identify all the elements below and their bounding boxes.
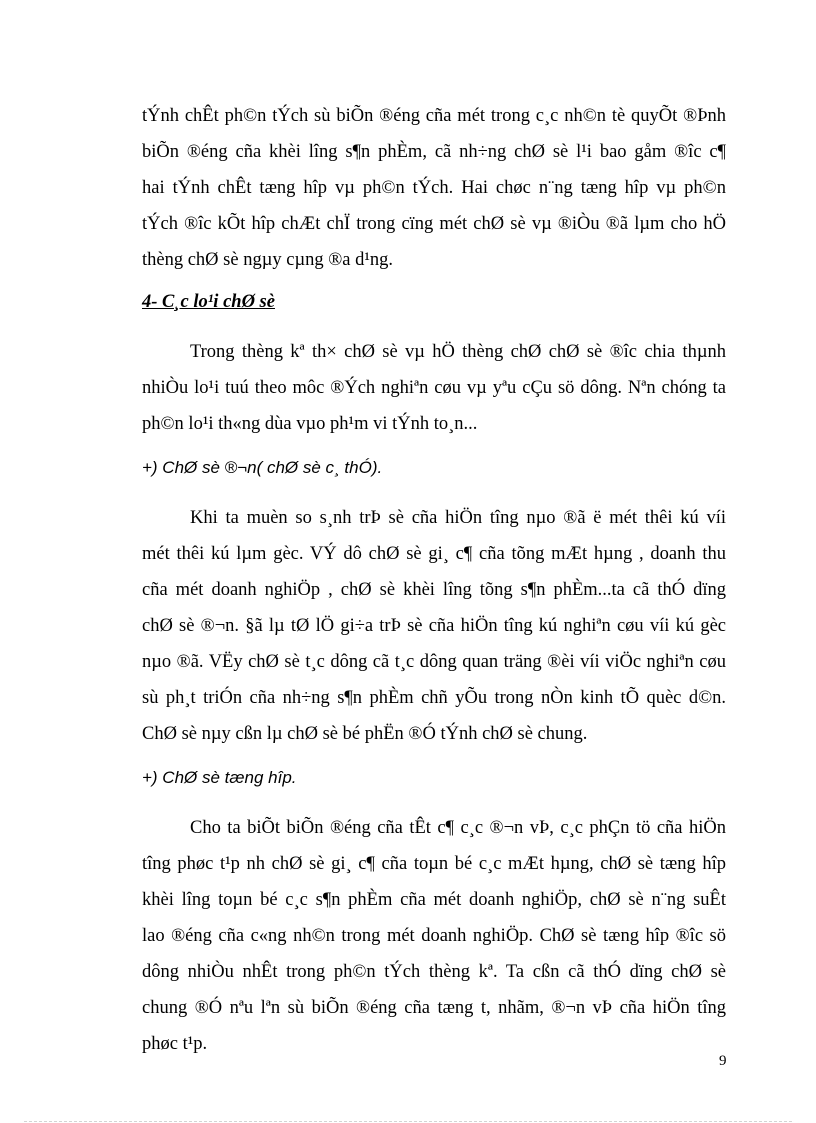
subheading-composite-index: +) ChØ sè tæng hîp. <box>142 768 297 787</box>
text-line: tîng phøc t¹p nh chØ sè gi¸ c¶ cña toµn bé c¸c mÆt hµng, chØ sè tæng hîp <box>142 854 726 874</box>
page-number: 9 <box>719 1053 727 1069</box>
text-line: cña mét doanh nghiÖp , chØ sè khèi lîng tõng s¶n phÈm...ta cã thÓ dïng <box>142 580 726 600</box>
subheading-single-index: +) ChØ sè ®¬n( chØ sè c¸ thÓ). <box>142 458 383 477</box>
body-text <box>142 98 726 1068</box>
text-line: biÕn ®éng cña khèi lîng s¶n phÈm, cã nh÷ng chØ sè l¹i bao gåm ®îc c¶ <box>142 142 726 162</box>
text-line: mét thêi kú lµm gèc. VÝ dô chØ sè gi¸ c¶ cña tõng mÆt hµng , doanh thu <box>142 544 726 564</box>
text-line: ph©n lo¹i th«ng dùa vµo ph¹m vi tÝnh to¸n... <box>142 414 478 434</box>
text-line: nhiÒu lo¹i tuú theo môc ®Ých nghiªn cøu vµ yªu cÇu sö dông. Nªn chóng ta <box>142 378 726 398</box>
text-line: tÝch ®îc kÕt hîp chÆt chÏ trong cïng mét chØ sè vµ ®iÒu ®ã lµm cho hÖ <box>142 214 726 234</box>
text-line: nµo ®ã. VËy chØ sè t¸c dông cã t¸c dông quan träng ®èi víi viÖc nghiªn cøu <box>142 652 726 672</box>
text-line: thèng chØ sè ngµy cµng ®a d¹ng. <box>142 250 394 270</box>
text-line: sù ph¸t triÓn cña nh÷ng s¶n phÈm chñ yÕu trong nÒn kinh tÕ quèc d©n. <box>142 688 726 708</box>
paragraph-intro <box>142 98 726 278</box>
text-line: Trong thèng kª th× chØ sè vµ hÖ thèng chØ chØ sè ®îc chia thµnh <box>190 342 726 362</box>
text-line: khèi lîng toµn bé c¸c s¶n phÈm cña mét doanh nghiÖp, chØ sè n¨ng suÊt <box>142 890 726 910</box>
text-line: lao ®éng cña c«ng nh©n trong mét doanh nghiÖp. ChØ sè tæng hîp ®îc sö <box>142 926 726 946</box>
paragraph-types <box>142 334 726 442</box>
text-line: Khi ta muèn so s¸nh trÞ sè cña hiÖn tîng nµo ®ã ë mét thêi kú víi <box>190 508 726 528</box>
text-line: Cho ta biÕt biÕn ®éng cña tÊt c¶ c¸c ®¬n vÞ, c¸c phÇn tö cña hiÖn <box>190 818 726 838</box>
paragraph-single-index <box>142 500 726 752</box>
text-line: ChØ sè nµy cßn lµ chØ sè bé phËn ®Ó tÝnh chØ sè chung. <box>142 724 588 744</box>
paragraph-composite-index <box>142 810 726 1062</box>
text-line: chung ®Ó nªu lªn sù biÕn ®éng cña tæng t, nhãm, ®¬n vÞ cña hiÖn tîng <box>142 998 726 1018</box>
text-line: hai tÝnh chÊt tæng hîp vµ ph©n tÝch. Hai chøc n¨ng tæng hîp vµ ph©n <box>142 178 726 198</box>
text-line: tÝnh chÊt ph©n tÝch sù biÕn ®éng cña mét trong c¸c nh©n tè quyÕt ®Þnh <box>142 106 726 126</box>
text-line: dông nhiÒu nhÊt trong ph©n tÝch thèng kª. Ta cßn cã thÓ dïng chØ sè <box>142 962 726 982</box>
page-bottom-rule <box>24 1121 792 1122</box>
text-line: phøc t¹p. <box>142 1034 208 1054</box>
text-line: chØ sè ®¬n. §ã lµ tØ lÖ gi÷a trÞ sè cña hiÖn tîng kú nghiªn cøu víi kú gèc <box>142 616 726 636</box>
section-heading: 4- C¸c lo¹i chØ sè <box>142 292 275 312</box>
